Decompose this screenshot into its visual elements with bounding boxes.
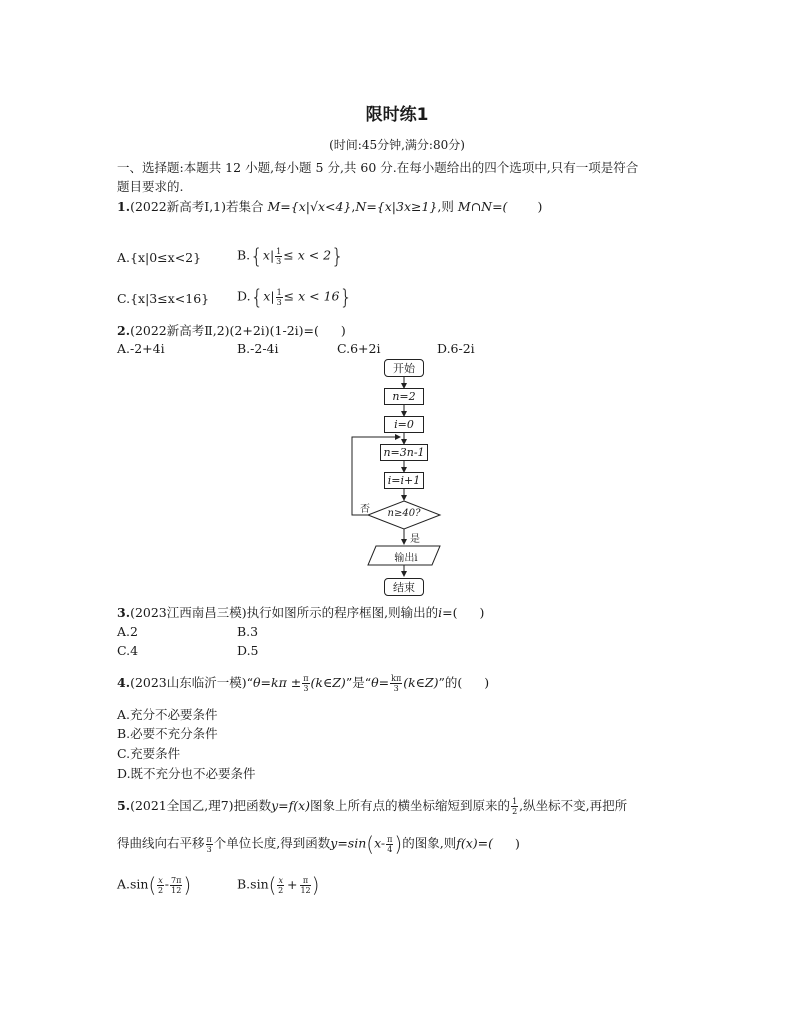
operator: - [164,876,170,892]
operator: + [286,876,298,892]
flow-yes-label: 是 [410,534,420,545]
answer-blank-close: ) [537,199,543,214]
q3-option-d: D.5 [237,643,259,658]
stem-text: 个单位长度,得到函数 [213,835,331,851]
quote-open: “ [246,675,254,690]
flow-end: 结束 [384,578,424,596]
answer-blank-close: ) [484,675,490,690]
option-label: A.sin [117,876,149,892]
q4-option-c: C.充要条件 [117,746,181,761]
question-5-stem-line1 [117,796,627,816]
q2-option-c: C.6+2i [337,341,381,356]
flow-condition: n≥40? [387,508,421,519]
question-4-stem [117,673,489,693]
fraction: $\frac{7\pi}{12}$ [171,875,182,895]
q2-option-b: B.-2-4i [237,341,279,356]
stem-text: 则 [441,199,454,214]
fraction: $\frac{\pi}{4}$ [387,834,393,854]
q5-option-a: A.sin( $\frac{x}{2}$ - $\frac{7\pi}{12}$ ) [117,873,192,897]
q3-option-c: C.4 [117,643,139,658]
question-5-stem-line2: 得曲线向右平移 $\frac{\pi}{3}$ 个单位长度,得到函数y=sin(x- $\frac{\pi}{4}$ )的图象,则f(x)=( ) [117,832,520,856]
option-label: B. [237,247,251,263]
target-function: y=sin [330,835,367,851]
q2-option-a: A.-2+4i [117,341,165,356]
answer-blank-close: ) [514,835,520,851]
q4-option-a: A.充分不必要条件 [117,707,218,722]
stem-text: 图象上所有点的横坐标缩短到原来的 [310,798,511,813]
q3-option-a: A.2 [117,624,138,639]
question-number: 1. [117,199,131,214]
set-var: x| [262,247,275,263]
fraction: $\frac{\pi}{3}$ [303,674,309,693]
flow-start: 开始 [384,359,424,377]
condition-2: θ= [371,675,390,690]
answer-blank: f(x)=( [456,835,493,851]
set-N: N={x|3x≥1} [355,199,438,214]
flow-i-init: i=0 [384,416,424,433]
set-M: M={x|√x<4} [267,199,352,214]
set-var: x| [263,288,275,304]
fraction: $\frac{1}{3}$ [276,246,282,266]
answer-blank-close: ) [340,323,346,338]
flow-no-label: 否 [360,504,370,515]
question-number: 3. [117,605,131,620]
question-3-stem [117,603,484,621]
condition-1-domain: (k∈Z) [310,675,346,690]
q5-option-b: B.sin( $\frac{x}{2}$ + $\frac{\pi}{12}$ ) [237,873,320,897]
q1-option-d: D.{x| $\frac{1}{3}$ ≤ x < 16} [237,285,353,309]
q1-option-b: B.{x| $\frac{1}{3}$ ≤ x < 2} [237,244,344,268]
option-label: B.sin [237,876,269,892]
condition-2-domain: (k∈Z) [403,675,439,690]
question-source: (2023山东临沂一模) [130,675,247,690]
fraction: $\frac{\pi}{12}$ [300,875,311,895]
stem-text: 把函数 [233,798,272,813]
question-source: (2021全国乙,理7) [130,798,234,813]
variable: i [438,605,443,620]
answer-blank: M∩N=( [457,199,508,214]
quote-mid: ”是“ [345,675,372,690]
option-label: D. [237,288,251,304]
q1-option-c: C.{x|3≤x<16} [117,291,210,306]
q3-option-b: B.3 [237,624,259,639]
set-condition: ≤ x < 16 [283,288,340,304]
stem-text: 的图象,则 [402,835,457,851]
q1-option-a: A.{x|0≤x<2} [117,250,202,265]
question-number: 5. [117,798,131,813]
question-number: 4. [117,675,131,690]
question-1-stem: 1.(2022新高考Ⅰ,1)若集合 M={x|√x<4},N={x|3x≥1},则 M∩N=( ) [117,199,543,214]
section-instruction-line1: 一、选择题:本题共 12 小题,每小题 5 分,共 60 分.在每小题给出的四个选项中,只有一项是符合 [117,160,639,175]
flow-i-update: i=i+1 [384,472,424,489]
stem-text: 得曲线向右平移 [117,835,205,851]
set-condition: ≤ x < 2 [283,247,332,263]
q4-option-d: D.既不充分也不必要条件 [117,766,256,781]
function-name: y=f(x) [271,798,311,813]
fraction: $\frac{\pi}{3}$ [206,834,212,854]
stem-text: ,纵坐标不变,再把所 [519,798,628,813]
q4-option-b: B.必要不充分条件 [117,726,218,741]
stem-text: (2022新高考Ⅱ,2)(2+2i)(1-2i)=( [130,323,319,338]
flow-n-init: n=2 [384,388,424,405]
page-title: 限时练1 [365,105,429,125]
flow-n-update: n=3n-1 [380,444,428,461]
answer-blank-close: ) [479,605,485,620]
condition-1: θ=kπ ± [253,675,302,690]
fraction: $\frac{x}{2}$ [278,875,284,895]
flow-output: 输出i [394,553,418,564]
stem-text: 若集合 [226,199,264,214]
answer-blank: =( [442,605,458,620]
question-source: (2022新高考Ⅰ,1) [130,199,226,214]
function-argument: x- [374,835,386,851]
stem-text: (2023江西南昌三模)执行如图所示的程序框图,则输出的 [130,605,439,620]
fraction: $\frac{1}{2}$ [512,797,518,816]
q2-option-d: D.6-2i [437,341,475,356]
answer-blank: ”的( [438,675,463,690]
time-limit-subtitle: (时间:45分钟,满分:80分) [329,138,465,152]
question-number: 2. [117,323,131,338]
section-instruction-line2: 题目要求的. [117,179,184,194]
fraction: $\frac{1}{3}$ [276,287,282,307]
fraction: $\frac{k\pi}{3}$ [391,674,402,693]
fraction: $\frac{x}{2}$ [157,875,164,895]
